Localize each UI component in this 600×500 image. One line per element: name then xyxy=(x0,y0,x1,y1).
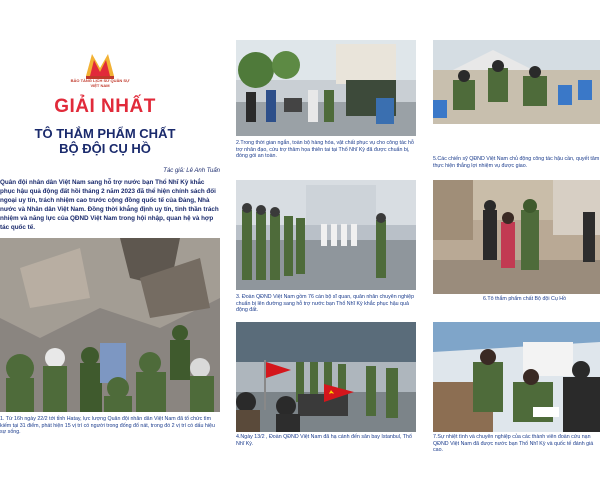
panel-left xyxy=(0,40,222,455)
photo-1-rubble-rescue xyxy=(0,238,220,412)
subtitle-line-1: TÔ THẮM PHẨM CHẤT xyxy=(34,126,176,141)
photo-7-medical-care xyxy=(433,322,600,432)
caption-5: 5.Các chiến sỹ QĐND Việt Nam chủ động công tác hậu cần, quyết tâm thực hiện thắng lợi nhiệm vụ được giao. xyxy=(433,156,600,169)
author-credit: Tác giả: Lê Anh Tuấn xyxy=(163,168,220,174)
subtitle-line-2: BỘ ĐỘI CỤ HỒ xyxy=(59,141,151,156)
photo-3-troops-formation xyxy=(236,180,416,290)
caption-7: 7.Sự nhiệt tình và chuyên nghiệp của các thành viên đoàn cứu nạn QĐND Việt Nam đã được nước bạn Thổ Nhĩ Kỳ và quốc tế đánh giá cao. xyxy=(433,434,594,454)
photo-series-title xyxy=(0,126,210,156)
photo-5-logistics-camp xyxy=(433,40,600,124)
logo-caption: BẢO TÀNG LỊCH SỬ QUÂN SỰ VIỆT NAM xyxy=(70,78,130,88)
photo-4-istanbul-airport xyxy=(236,322,416,432)
photo-6-soldier-with-local xyxy=(433,180,600,294)
caption-6: 6.Tô thắm phẩm chất Bộ đội Cụ Hồ xyxy=(483,296,567,302)
caption-2: 2.Trong thời gian ngắn, toàn bộ hàng hóa, vật chất phục vụ cho công tác hỗ trợ nhân đạo, cứu trợ thảm họa thiên tai tại Thổ Nhĩ Kỳ đã được chuẩn bị, đóng gói an toàn. xyxy=(236,140,414,160)
panel-middle xyxy=(236,40,416,455)
panel-right xyxy=(433,40,600,455)
caption-1: 1. Từ 16h ngày 22/2 tới tỉnh Hatay, lực lượng Quân đội nhân dân Việt Nam đã tổ chức tìm kiếm tại 31 điểm, phát hiện 15 vị trí có người trong đống đổ nát, trong đó 2 vị trí có dấu hiệu sự sống. xyxy=(0,416,215,436)
caption-4: 4.Ngày 13/2 , Đoàn QĐND Việt Nam đã hạ cánh đến sân bay Istanbul, Thổ Nhĩ Kỳ. xyxy=(236,434,412,447)
intro-paragraph: Quân đội nhân dân Việt Nam sang hỗ trợ nước bạn Thổ Nhĩ Kỳ khắc phục hậu quả động đất hồi tháng 2 năm 2023 đã thể hiện chính sách đối ngoại uy tín, trách nhiệm cao trước cộng đồng quốc tế của Đảng, Nhà nước và Nhân dân Việt Nam. Đồng thời khẳng định uy tín, tinh thần trách nhiệm và năng lực của QĐND Việt Nam trong hội nhập, quan hệ và hợp tác quốc tế. xyxy=(0,179,219,231)
photo-2-supply-prep xyxy=(236,40,416,136)
award-title: GIẢI NHẤT xyxy=(54,96,156,117)
caption-3: 3. Đoàn QĐND Việt Nam gồm 76 cán bộ sĩ quan, quân nhân chuyên nghiệp chuẩn bị lên đường sang hỗ trợ nước bạn Thổ Nhĩ Kỳ khắc phục hậu quả động đất. xyxy=(236,294,415,314)
